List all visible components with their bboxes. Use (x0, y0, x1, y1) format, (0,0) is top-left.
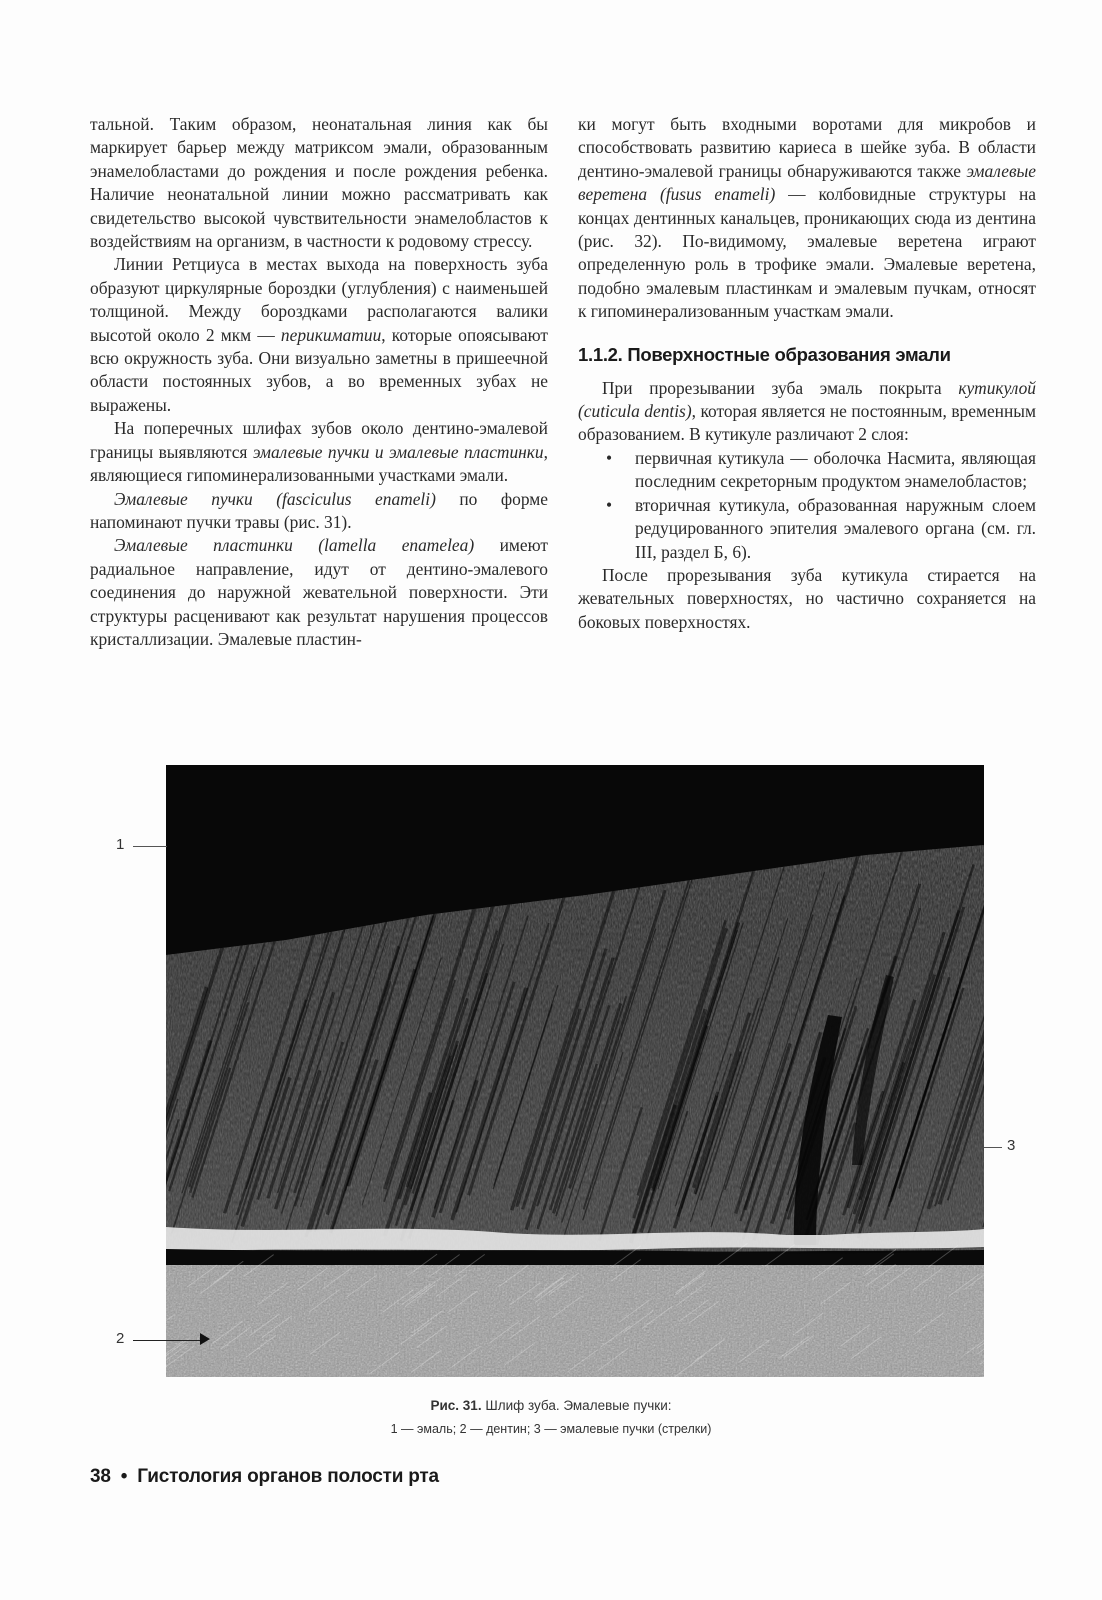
paragraph (578, 377, 1036, 447)
micrograph-figure (166, 765, 984, 1377)
term-enamel-spindles: эмалевые веретена (fusus enameli) (578, 160, 1036, 205)
list-item (578, 447, 1036, 494)
text: , которая является не постоянным, временным образованием. В кутикуле различают 2 слоя: (578, 401, 1036, 445)
figure-label-2: 2 (116, 1330, 125, 1347)
text: Линии Ретциуса в местах выхода на поверхность зуба образуют циркулярные бороздки (углубления) с наименьшей толщиной. Между бороздками располагаются валики высотой около 2 мкм — (90, 254, 548, 345)
figure-number: Рис. 31. (430, 1398, 482, 1413)
term-cuticle: кутикулой (cuticula dentis) (578, 377, 1036, 422)
leader-line-3 (984, 1147, 1002, 1148)
figure-label-3: 3 (1007, 1137, 1016, 1154)
paragraph: тальной. Таким образом, неонатальная линия как бы маркирует барьер между матриксом эмали, образованным энамелобластами до рождения и после рождения ребенка. Наличие неонатальной линии можно рассматривать как свидетельство высокой чувствительности энамелобластов к воздействиям на организм, в частности к родовому стрессу. (90, 114, 548, 252)
micrograph-image (166, 765, 984, 1377)
list-item-text: первичная кутикула — оболочка Насмита, являющая последним секреторным продуктом энамелобластов; (635, 447, 1036, 492)
figure-label-1: 1 (116, 836, 125, 853)
term-enamel-tufts: Эмалевые пучки (fasciculus enameli) (114, 488, 436, 509)
section-heading: 1.1.2. Поверхностные образования эмали (578, 343, 951, 365)
list-item (578, 494, 1036, 564)
bullet-icon: • (606, 494, 613, 515)
text: — колбовидные структуры на концах дентинных канальцев, проникающих сюда из дентина (рис. 32). По-видимому, эмалевые веретена играют определенную роль в трофике эмали. Эмалевые веретена, подобно эмалевым пластинкам и эмалевым пучкам, относят к гипоминерализованным участкам эмали. (578, 184, 1036, 322)
paragraph (90, 534, 548, 651)
right-column (578, 113, 1036, 634)
figure-caption-title (0, 1398, 1102, 1413)
text: , которые опоясывают всю окружность зуба. Они визуально заметны в пришеечной области постоянных зубов, а во временных зубах не выражены. (90, 324, 548, 415)
term-enamel-tufts-lamellae: эмалевые пучки и эмалевые пластинки (252, 441, 544, 462)
page-footer (90, 1466, 439, 1488)
paragraph (90, 488, 548, 535)
paragraph (90, 253, 548, 417)
text: ки могут быть входными воротами для микробов и способствовать развитию кариеса в шейке зуба. В области дентино-эмалевой границы обнаруживаются также (578, 114, 1036, 181)
paragraph (578, 113, 1036, 324)
leader-arrow-2 (133, 1340, 205, 1341)
separator-bullet-icon: • (120, 1466, 128, 1487)
term-perikymata: перикиматии (280, 324, 382, 345)
text: , являющиеся гипоминерализованными участками эмали. (90, 441, 548, 486)
left-column (90, 113, 548, 651)
term-enamel-lamellae: Эмалевые пластинки (lamella enamelea) (114, 535, 475, 556)
text: по форме напоминают пучки травы (рис. 31). (90, 488, 548, 532)
page-number: 38 (90, 1466, 111, 1487)
paragraph: После прорезывания зуба кутикула стирается на жевательных поверхностях, но частично сохраняется на боковых поверхностях. (578, 564, 1036, 632)
caption-text: Шлиф зуба. Эмалевые пучки: (481, 1398, 672, 1413)
paragraph (90, 417, 548, 487)
text: имеют радиальное направление, идут от дентино-эмалевого соединения до наружной жевательной поверхности. Эти структуры расценивают как результат нарушения процессов кристаллизации. Эмалевые пластин- (90, 535, 548, 649)
cuticle-layers-list (578, 447, 1036, 564)
arrow-head-icon (200, 1333, 210, 1345)
text: На поперечных шлифах зубов около дентино-эмалевой границы выявляются (90, 418, 548, 462)
leader-line-1 (133, 846, 167, 847)
text: При прорезывании зуба эмаль покрыта (602, 377, 959, 398)
figure-caption-legend: 1 — эмаль; 2 — дентин; 3 — эмалевые пучки (стрелки) (390, 1422, 712, 1436)
running-title: Гистология органов полости рта (137, 1466, 439, 1487)
list-item-text: вторичная кутикула, образованная наружным слоем редуцированного эпителия эмалевого органа (см. гл. III, раздел Б, 6). (635, 494, 1036, 562)
bullet-icon: • (606, 447, 613, 468)
